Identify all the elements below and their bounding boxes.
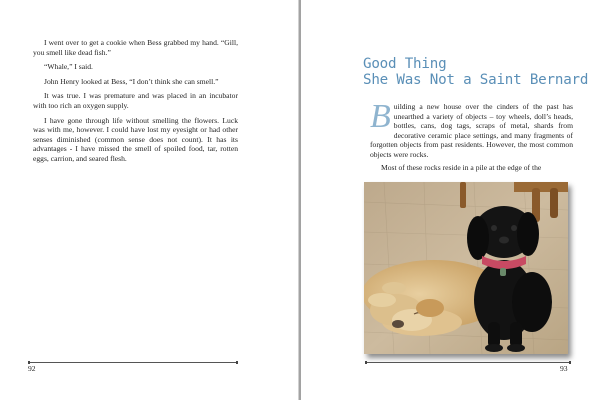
dogs-photo: [364, 182, 568, 354]
dogs-illustration: [364, 182, 568, 354]
paragraph: I went over to get a cookie when Bess grabbed my hand. “Gill, you smell like dead fish.”: [33, 38, 238, 57]
chapter-title-line: She Was Not a Saint Bernard: [363, 72, 589, 88]
paragraph: I have gone through life without smelling the flowers. Luck was with me, however. I could have lost my eyesight or had other senses diminished (common sense does not count). It has its advantages - I have missed the smell of spoiled food, tar, rotten eggs, carrion, and seared flesh.: [33, 115, 238, 163]
page-number: 93: [560, 364, 568, 373]
right-page-body: [370, 98, 573, 175]
left-page-body: [33, 38, 238, 169]
paragraph: It was true. I was premature and was placed in an incubator with too rich an oxygen supply.: [33, 91, 238, 110]
paragraph: “Whale,” I said.: [44, 62, 93, 72]
paragraph: [370, 98, 573, 160]
paragraph-text: uilding a new house over the cinders of the past has unearthed a variety of objects – toy wheels, doll’s heads, bottles, cans, dog tags, scraps of metal, shards from decorative ceramic place settings, and many fragments of forgotten objects from past residents. However, the most common objects were rocks.: [370, 102, 573, 159]
right-page: [301, 0, 600, 400]
paragraph: John Henry looked at Bess, “I don’t think she can smell.”: [44, 76, 219, 86]
chapter-title-line: Good Thing: [363, 56, 447, 72]
footer-rule: [28, 362, 238, 363]
left-page: [0, 0, 299, 400]
footer-rule: [365, 362, 571, 363]
chapter-title: [363, 56, 593, 88]
rule-end-mark: [236, 361, 238, 364]
dog-tag: [500, 268, 506, 276]
rule-end-mark: [569, 361, 571, 364]
rule-end-mark: [365, 361, 367, 364]
page-number: 92: [28, 364, 36, 373]
paragraph: Most of these rocks reside in a pile at the edge of the: [381, 162, 542, 172]
drop-cap: B: [370, 98, 391, 135]
